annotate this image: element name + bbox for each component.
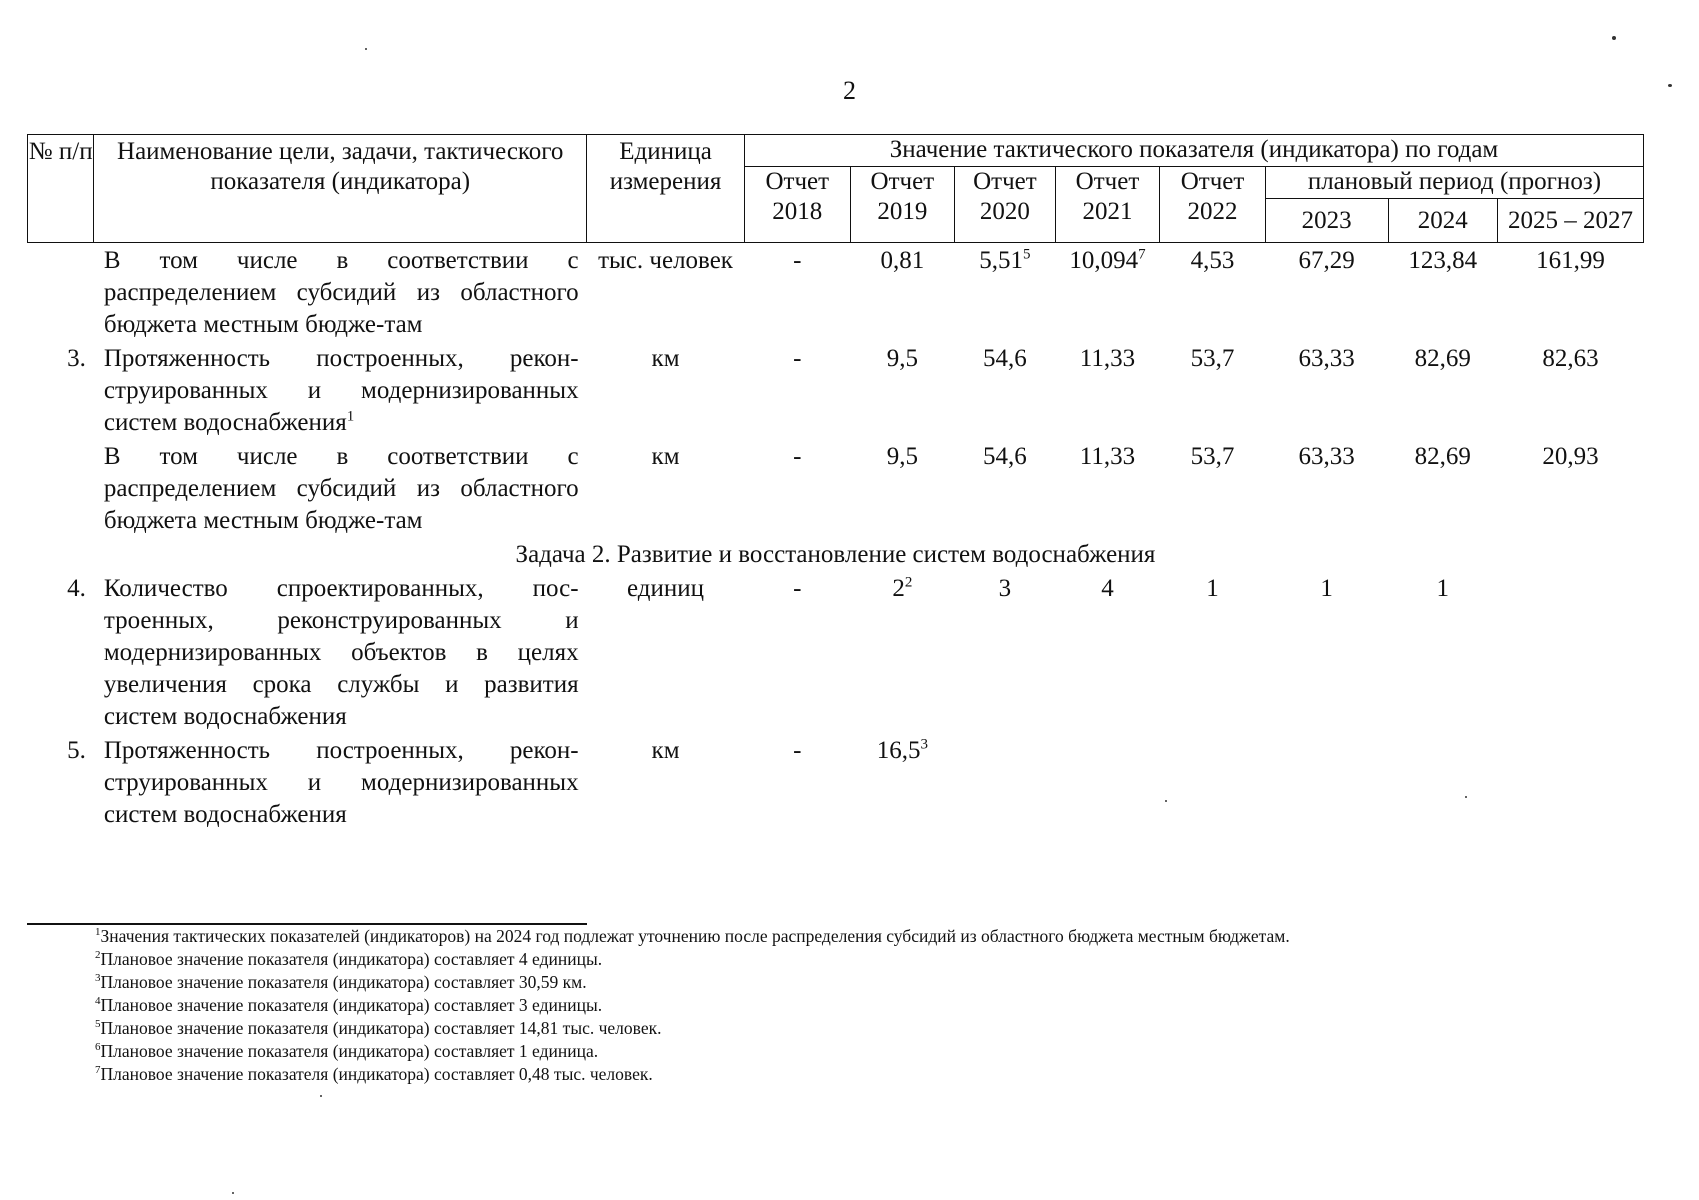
value-cell	[744, 439, 850, 537]
task-title: Задача 2. Развитие и восстановление систем водоснабжения	[515, 541, 1156, 568]
footnote-text: Плановое значение показателя (индикатора) составляет 30,59 км.	[100, 972, 587, 992]
value: 20,93	[1542, 443, 1599, 470]
value: 63,33	[1298, 443, 1355, 470]
unit: км	[651, 737, 680, 764]
value-cell	[1498, 571, 1644, 733]
footnote	[95, 925, 1655, 948]
value-cell	[1160, 571, 1266, 733]
value: -	[793, 575, 802, 602]
value: 1	[1206, 575, 1219, 602]
table-body	[28, 243, 1644, 832]
value: 54,6	[983, 345, 1027, 372]
value: 123,84	[1408, 247, 1478, 274]
table-row	[28, 341, 1644, 439]
value-cell	[1265, 439, 1388, 537]
footnote-text: Плановое значение показателя (индикатора) составляет 14,81 тыс. человек.	[100, 1018, 662, 1038]
footnote	[95, 994, 1655, 1017]
footnote-mark: 7	[95, 1064, 101, 1077]
task-row	[28, 537, 1644, 571]
value-cell	[1160, 439, 1266, 537]
indicators-table	[27, 134, 1644, 831]
footnote	[95, 1063, 1655, 1086]
header-plan-2025-2027: 2025 – 2027	[1498, 199, 1644, 243]
scan-speck	[320, 1095, 322, 1097]
footnote-mark: 6	[95, 1041, 101, 1054]
value: 10,094	[1069, 247, 1139, 274]
table-header	[28, 135, 1644, 243]
value-cell	[1498, 733, 1644, 831]
scan-speck	[1668, 84, 1672, 87]
header-report-2022: Отчет 2022	[1160, 167, 1266, 243]
row-number: 5.	[67, 737, 86, 764]
value-cell	[1265, 243, 1388, 342]
value: 63,33	[1298, 345, 1355, 372]
footnote-text: Значения тактических показателей (индикаторов) на 2024 год подлежат уточнению после распределения субсидий из областного бюджета местным бюджетам.	[100, 926, 1290, 946]
value: -	[793, 443, 802, 470]
value: 11,33	[1079, 345, 1136, 372]
header-report-2019: Отчет 2019	[850, 167, 955, 243]
value: 53,7	[1190, 345, 1235, 372]
unit: единиц	[627, 575, 705, 602]
header-plan-2023: 2023	[1265, 199, 1388, 243]
header-report-2021: Отчет 2021	[1055, 167, 1160, 243]
value: 9,5	[886, 345, 918, 372]
scan-speck	[365, 48, 367, 50]
value-cell	[744, 571, 850, 733]
value: 11,33	[1079, 443, 1136, 470]
value: 3	[998, 575, 1012, 602]
value: 161,99	[1536, 247, 1605, 274]
footnote-mark: 3	[95, 972, 101, 985]
value-cell	[1388, 243, 1498, 342]
value-cell	[1055, 733, 1160, 831]
row-number	[28, 243, 94, 342]
table-row	[28, 571, 1644, 733]
value: 0,81	[880, 247, 925, 274]
value-cell	[955, 733, 1056, 831]
value-cell	[850, 733, 955, 831]
value-cell	[1498, 439, 1644, 537]
value-cell	[850, 341, 955, 439]
value-cell	[1055, 439, 1160, 537]
value-cell	[850, 571, 955, 733]
indicator-name	[94, 439, 587, 537]
value-cell	[1388, 733, 1498, 831]
footnote-ref: 7	[1138, 246, 1146, 263]
header-plan-2024: 2024	[1388, 199, 1498, 243]
header-values-by-year: Значение тактического показателя (индикатора) по годам	[744, 135, 1643, 167]
indicator-name	[94, 571, 587, 733]
value-cell	[744, 341, 850, 439]
value: 4,53	[1190, 247, 1235, 274]
footnote-text: Плановое значение показателя (индикатора) составляет 4 единицы.	[100, 949, 603, 969]
indicator-name-text: В том числе в соответствии с распределением субсидий из областного бюджета местным бюдже-там	[103, 443, 579, 534]
scan-speck	[1612, 36, 1616, 40]
value: 53,7	[1190, 443, 1235, 470]
footnote-text: Плановое значение показателя (индикатора) составляет 0,48 тыс. человек.	[100, 1064, 653, 1084]
value: -	[793, 345, 802, 372]
footnote-ref: 2	[904, 574, 913, 591]
unit: км	[651, 443, 680, 470]
footnote	[95, 948, 1655, 971]
indicator-name	[94, 341, 587, 439]
footnote	[95, 971, 1655, 994]
value-cell	[1388, 439, 1498, 537]
indicator-name-text: Количество спроектированных, пос-троенных, реконструированных и модернизированных объектов в целях увеличения срока службы и развития систем водоснабжения	[103, 575, 579, 730]
indicator-name-text: В том числе в соответствии с распределением субсидий из областного бюджета местным бюдже-там	[103, 247, 579, 338]
value-cell	[955, 571, 1056, 733]
header-plan-period: плановый период (прогноз)	[1265, 167, 1643, 199]
value: 82,63	[1542, 345, 1599, 372]
value: 54,6	[983, 443, 1027, 470]
value-cell	[955, 439, 1056, 537]
indicator-name-text: Протяженность построенных, рекон-струированных и модернизированных систем водоснабжения	[103, 345, 579, 436]
unit: км	[651, 345, 680, 372]
value: -	[793, 737, 802, 764]
value: 2	[892, 575, 905, 602]
row-number: 4.	[67, 575, 86, 602]
row-number: 3.	[67, 345, 86, 372]
indicator-name-text: Протяженность построенных, рекон-струированных и модернизированных систем водоснабжения	[103, 737, 579, 828]
footnote-mark: 2	[95, 949, 101, 962]
value: 5,51	[979, 247, 1024, 274]
header-number: № п/п	[28, 135, 94, 243]
value-cell	[955, 243, 1056, 342]
value: 4	[1101, 575, 1114, 602]
value-cell	[1055, 571, 1160, 733]
table-row	[28, 243, 1644, 342]
footnote	[95, 1017, 1655, 1040]
footnote-ref: 1	[346, 408, 355, 425]
value-cell	[744, 733, 850, 831]
value-cell	[1388, 571, 1498, 733]
footnote-ref: 3	[920, 736, 928, 753]
value: 16,5	[876, 737, 921, 764]
footnote-mark: 5	[95, 1018, 101, 1031]
value-cell	[1265, 571, 1388, 733]
table-row	[28, 439, 1644, 537]
footnote-mark: 1	[95, 926, 101, 939]
value-cell	[1265, 341, 1388, 439]
footnote-text: Плановое значение показателя (индикатора) составляет 1 единица.	[100, 1041, 599, 1061]
value-cell	[1388, 341, 1498, 439]
footnote-mark: 4	[95, 995, 101, 1008]
indicator-name	[94, 243, 587, 342]
value-cell	[850, 243, 955, 342]
value: 1	[1436, 575, 1450, 602]
value-cell	[955, 341, 1056, 439]
footnotes	[95, 925, 1655, 1086]
value-cell	[1498, 243, 1644, 342]
footnote-text: Плановое значение показателя (индикатора) составляет 3 единицы.	[100, 995, 603, 1015]
footnote	[95, 1040, 1655, 1063]
value: 82,69	[1414, 345, 1471, 372]
value-cell	[1160, 243, 1266, 342]
unit: тыс. человек	[598, 247, 733, 274]
value-cell	[1055, 341, 1160, 439]
row-number	[28, 439, 94, 537]
value-cell	[744, 243, 850, 342]
value: 82,69	[1414, 443, 1471, 470]
value-cell	[850, 439, 955, 537]
header-name: Наименование цели, задачи, тактического показателя (индикатора)	[94, 135, 587, 243]
header-unit: Единица измерения	[587, 135, 745, 243]
value: 9,5	[886, 443, 918, 470]
value: 1	[1320, 575, 1333, 602]
value: -	[793, 247, 802, 274]
value: 67,29	[1298, 247, 1355, 274]
page-number: 2	[843, 76, 856, 105]
header-report-2018: Отчет 2018	[744, 167, 850, 243]
value-cell	[1265, 733, 1388, 831]
value-cell	[1055, 243, 1160, 342]
value-cell	[1160, 733, 1266, 831]
value-cell	[1160, 341, 1266, 439]
table-row	[28, 733, 1644, 831]
value-cell	[1498, 341, 1644, 439]
footnote-ref: 5	[1023, 246, 1031, 263]
scan-speck	[232, 1192, 234, 1194]
header-report-2020: Отчет 2020	[955, 167, 1056, 243]
indicator-name	[94, 733, 587, 831]
